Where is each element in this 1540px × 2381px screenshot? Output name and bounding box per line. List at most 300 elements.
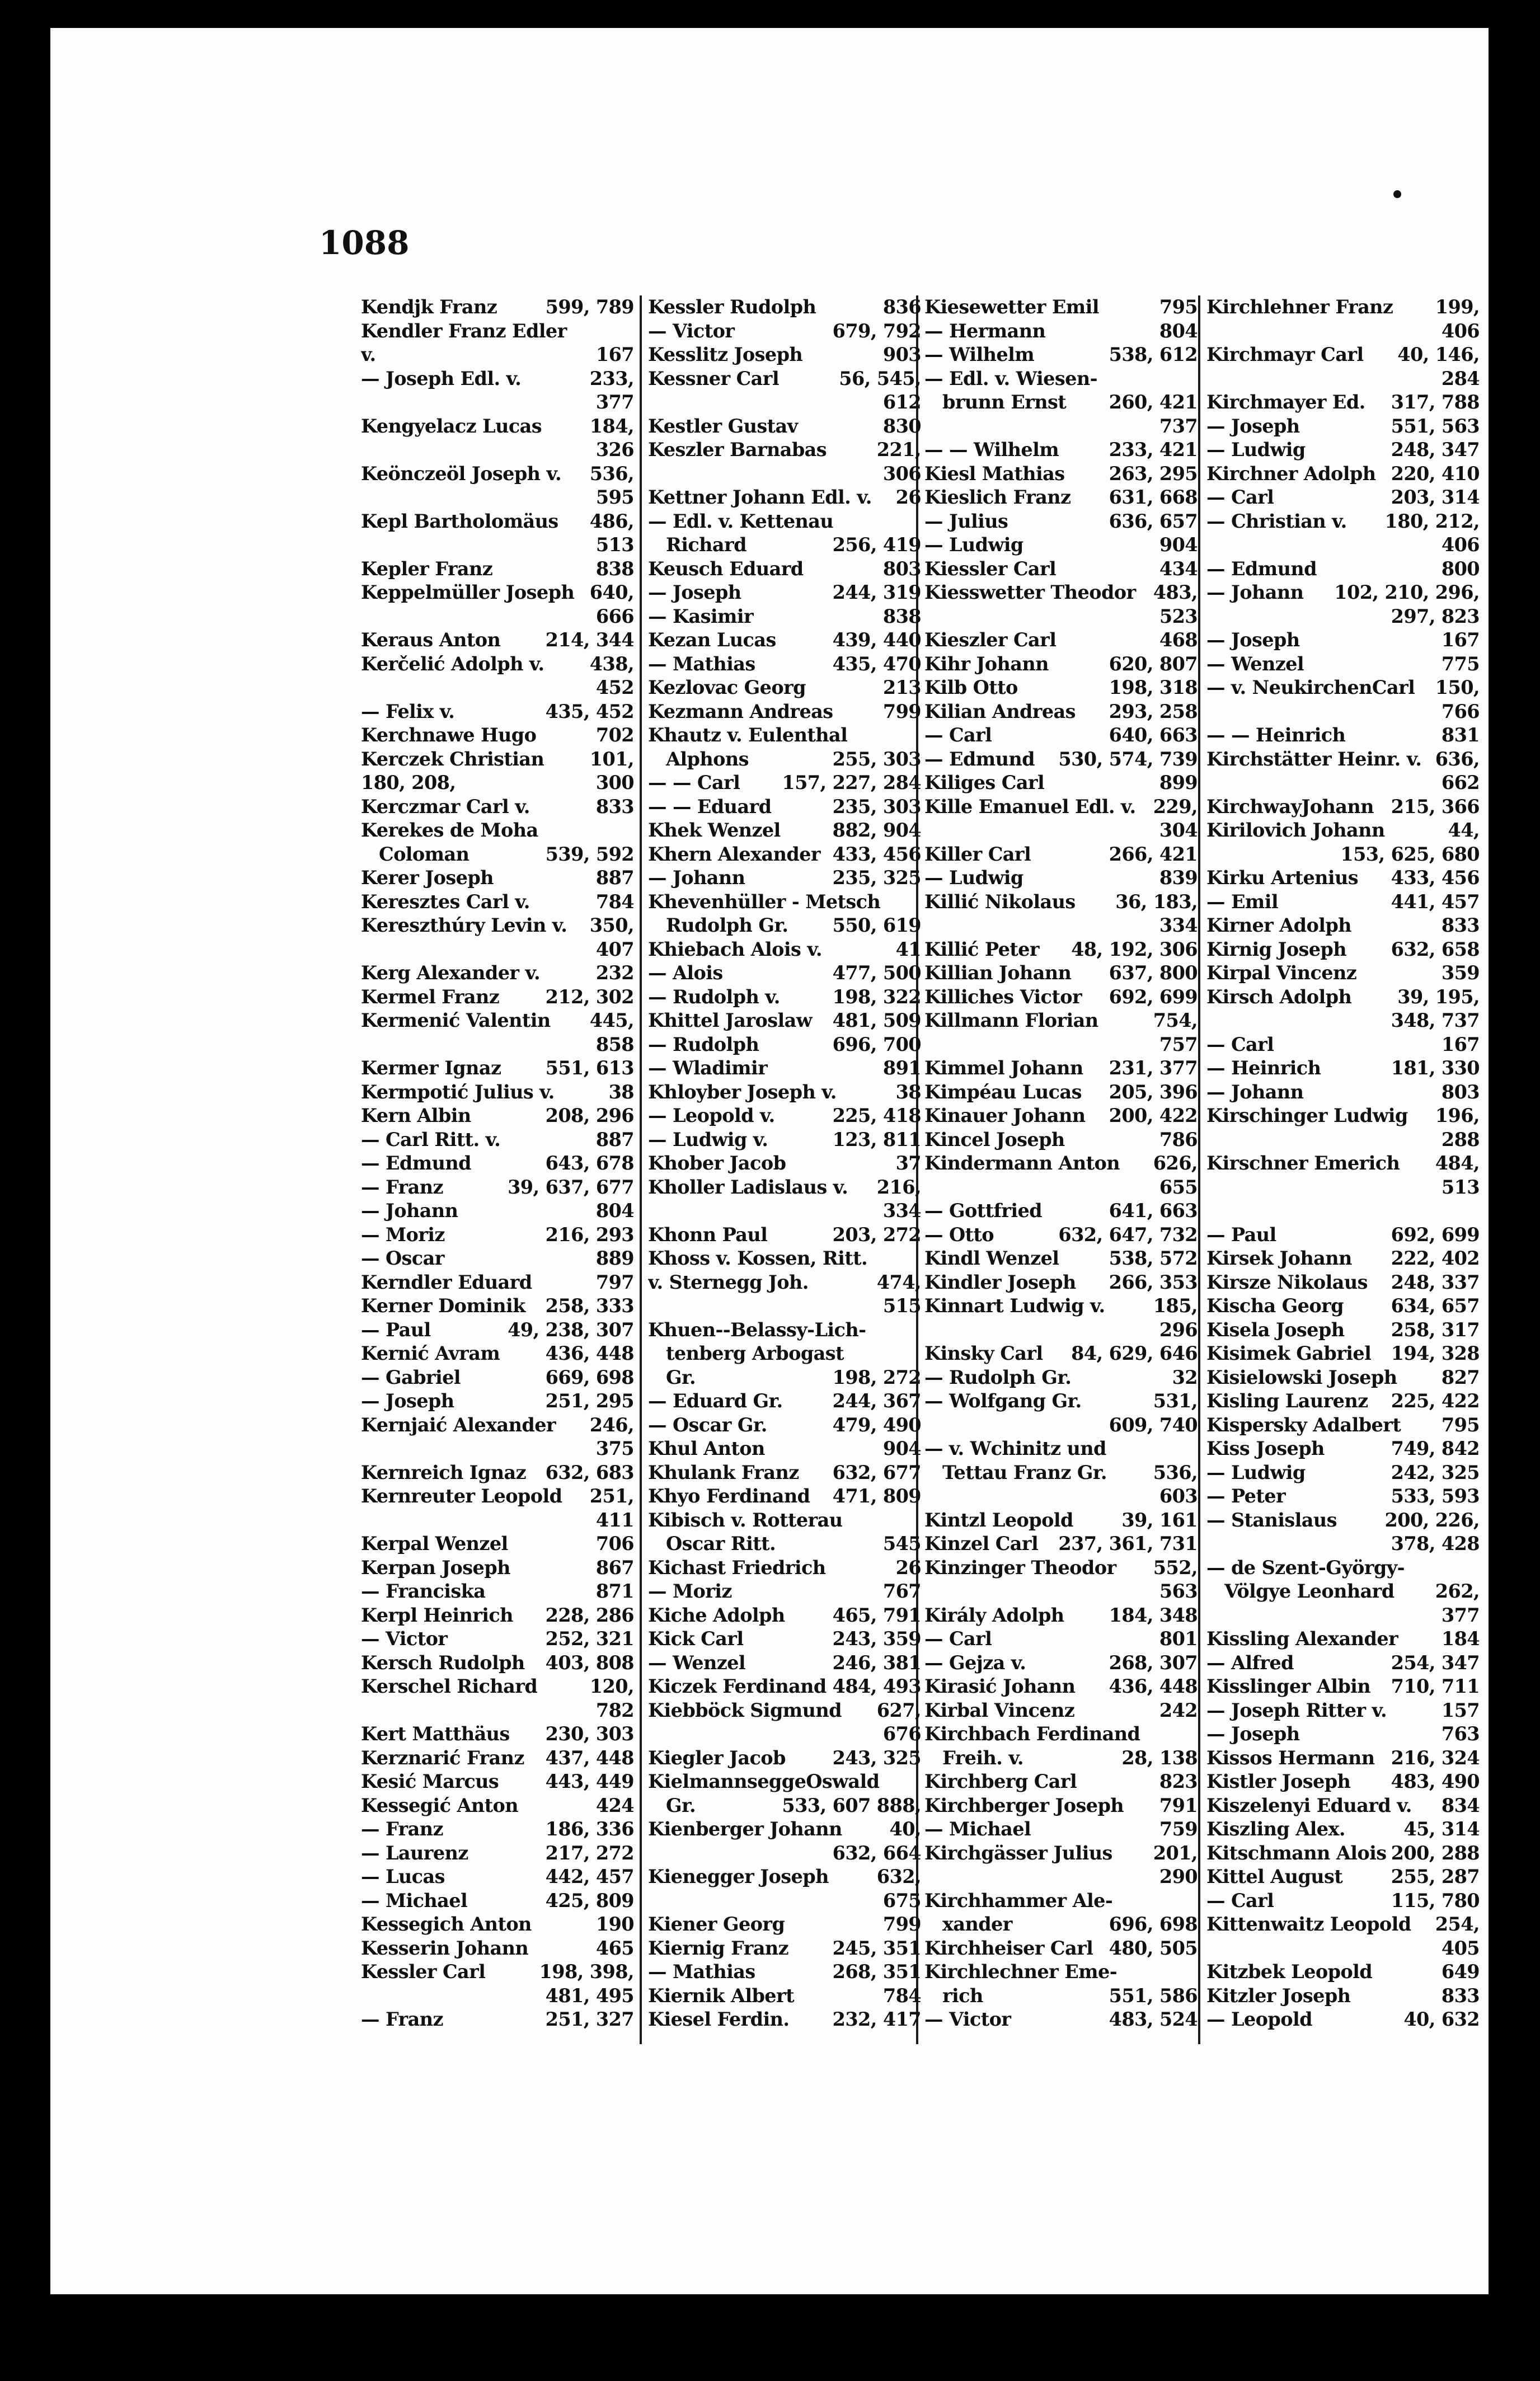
entry-pages: 284: [1441, 367, 1480, 389]
index-line: [1206, 700, 1480, 724]
entry-pages: 626,: [1153, 1152, 1198, 1174]
entry-pages: 290: [1159, 1866, 1198, 1887]
index-line: [924, 1342, 1198, 1366]
entry-name: Kerpal Wenzel: [361, 1533, 508, 1555]
index-line: [648, 1937, 921, 1961]
entry-pages: 201,: [1153, 1842, 1198, 1864]
entry-name: Kersch Rudolph: [361, 1651, 525, 1674]
index-line: [924, 652, 1198, 677]
entry-pages: 184, 348: [1109, 1604, 1198, 1626]
entry-name: — Eduard Gr.: [648, 1390, 783, 1412]
entry-name: — Oscar Gr.: [648, 1413, 767, 1436]
entry-name: — — Eduard: [648, 795, 772, 818]
entry-name: Kiss Joseph: [1206, 1438, 1325, 1459]
entry-name: — — Heinrich: [1206, 724, 1346, 746]
index-line: [361, 1294, 634, 1318]
entry-name: — Wenzel: [648, 1651, 745, 1674]
entry-pages: 433, 456: [832, 843, 921, 865]
entry-name: Kibisch v. Rotterau: [648, 1509, 843, 1531]
index-line: [361, 1509, 634, 1533]
index-line: [648, 1271, 921, 1295]
entry-pages: 181, 330: [1391, 1057, 1480, 1079]
entry-pages: 215, 366: [1391, 795, 1480, 818]
entry-name: Killer Carl: [924, 843, 1031, 865]
entry-pages: 627,: [876, 1699, 921, 1721]
entry-pages: 767: [882, 1580, 921, 1602]
entry-pages: 244, 319: [832, 581, 921, 603]
index-line: [648, 1176, 921, 1200]
entry-name: Kermenić Valentin: [361, 1009, 551, 1031]
entry-pages: 348, 737: [1391, 1009, 1480, 1031]
index-line: [924, 1366, 1198, 1390]
index-line: [924, 700, 1198, 724]
entry-name: Kille Emanuel Edl. v.: [924, 795, 1136, 818]
entry-name: Kinzinger Theodor: [924, 1556, 1116, 1579]
index-line: [361, 1009, 634, 1033]
entry-pages: 803: [882, 557, 921, 580]
entry-name: — Carl: [1206, 1033, 1274, 1055]
entry-name: v.: [361, 344, 376, 365]
entry-pages: 803: [1441, 1081, 1480, 1103]
index-line: [648, 1247, 921, 1271]
entry-name: Kestler Gustav: [648, 415, 798, 437]
entry-pages: 833: [595, 795, 634, 818]
entry-pages: 632,: [876, 1866, 921, 1887]
index-line: [1206, 1461, 1480, 1485]
index-line: [361, 1651, 634, 1675]
entry-pages: 632, 647, 732: [1058, 1223, 1198, 1246]
index-line: [924, 1176, 1198, 1200]
index-line: [924, 1960, 1198, 1984]
index-line: [1206, 1722, 1480, 1746]
entry-pages: 246, 381: [832, 1651, 921, 1674]
entry-pages: 563: [1159, 1580, 1198, 1602]
index-line: [1206, 1509, 1480, 1533]
entry-name: Kerpl Heinrich: [361, 1604, 513, 1626]
entry-pages: 232, 417: [832, 2008, 921, 2030]
index-line: [361, 628, 634, 652]
entry-pages: 190: [595, 1913, 634, 1935]
index-line: [1206, 724, 1480, 748]
entry-pages: 40, 632: [1403, 2008, 1480, 2030]
entry-pages: 378, 428: [1391, 1533, 1480, 1555]
index-line: [1206, 343, 1480, 367]
entry-name: — Emil: [1206, 890, 1278, 913]
index-line: [648, 1770, 921, 1794]
index-line: [924, 486, 1198, 510]
index-line: [1206, 1176, 1480, 1200]
entry-name: — Johann: [1206, 1081, 1304, 1103]
index-line: [1206, 367, 1480, 391]
entry-name: — Gottfried: [924, 1200, 1042, 1222]
index-line: [1206, 1413, 1480, 1438]
entry-name: — Edl. v. Wiesen-: [924, 367, 1097, 389]
entry-pages: 56, 545,: [839, 367, 921, 389]
entry-name: Kesić Marcus: [361, 1771, 499, 1792]
entry-name: Kessegich Anton: [361, 1913, 532, 1935]
page-sheet: [50, 28, 1489, 2294]
entry-pages: 784: [882, 1984, 921, 2007]
index-line: [1206, 1128, 1480, 1152]
index-line: [924, 1675, 1198, 1699]
entry-name: — Stanislaus: [1206, 1509, 1337, 1531]
index-line: [924, 1604, 1198, 1628]
entry-name: Kiebböck Sigmund: [648, 1699, 842, 1721]
index-line: [361, 605, 634, 629]
index-line: [361, 1913, 634, 1937]
entry-name: — Rudolph Gr.: [924, 1366, 1072, 1388]
entry-name: — Carl: [1206, 1889, 1274, 1912]
index-line: [924, 1651, 1198, 1675]
entry-name: Kerg Alexander v.: [361, 962, 541, 984]
index-line: [1206, 1199, 1480, 1223]
entry-pages: 244, 367: [832, 1390, 921, 1412]
entry-name: Khober Jacob: [648, 1152, 786, 1174]
index-line: [361, 2008, 634, 2032]
entry-name: Killiches Victor: [924, 985, 1082, 1008]
entry-pages: 696, 700: [832, 1033, 921, 1055]
entry-pages: 483,: [1153, 581, 1198, 603]
entry-pages: 533, 593: [1391, 1485, 1480, 1507]
entry-name: Kirner Adolph: [1206, 914, 1351, 936]
index-line: [924, 843, 1198, 867]
index-line: [648, 1199, 921, 1223]
entry-pages: 153, 625, 680: [1340, 843, 1480, 865]
entry-name: Khek Wenzel: [648, 819, 781, 841]
entry-pages: 643, 678: [545, 1152, 634, 1174]
entry-pages: 838: [882, 605, 921, 627]
entry-pages: 640, 663: [1109, 724, 1198, 746]
entry-name: — Victor: [924, 2008, 1011, 2030]
index-line: [648, 557, 921, 581]
entry-pages: 836: [882, 296, 921, 318]
entry-name: Killić Nikolaus: [924, 890, 1076, 913]
index-line: [361, 1485, 634, 1509]
entry-pages: 212, 302: [545, 985, 634, 1008]
index-line: [924, 510, 1198, 534]
entry-pages: 434: [1159, 557, 1198, 580]
index-line: [648, 1960, 921, 1984]
index-line: [1206, 1152, 1480, 1176]
entry-pages: 887: [595, 1128, 634, 1150]
entry-name: Kieslich Franz: [924, 486, 1071, 508]
index-column-4: [1206, 295, 1480, 2032]
entry-pages: 474,: [876, 1271, 921, 1293]
index-column-2: [648, 295, 921, 2032]
entry-name: — Moriz: [361, 1223, 445, 1246]
index-line: [1206, 914, 1480, 938]
entry-pages: 32: [1172, 1366, 1198, 1388]
entry-name: Kirchgässer Julius: [924, 1842, 1112, 1864]
index-line: [648, 1461, 921, 1485]
index-line: [361, 1556, 634, 1580]
entry-pages: 797: [595, 1271, 634, 1293]
entry-pages: 481, 495: [545, 1984, 634, 2007]
entry-pages: 40,: [889, 1818, 921, 1840]
entry-pages: 634, 657: [1391, 1295, 1480, 1317]
index-line: [648, 771, 921, 795]
entry-pages: 637, 800: [1109, 962, 1198, 984]
index-line: [648, 320, 921, 344]
index-line: [361, 1437, 634, 1461]
entry-name: Kindl Wenzel: [924, 1247, 1059, 1269]
index-line: [924, 1081, 1198, 1105]
index-line: [361, 1937, 634, 1961]
entry-name: Kendler Franz Edler: [361, 320, 567, 342]
entry-name: — Mathias: [648, 652, 755, 675]
entry-name: xander: [942, 1913, 1012, 1935]
index-line: [924, 628, 1198, 652]
entry-name: Keppelmüller Joseph: [361, 581, 575, 603]
index-line: [648, 985, 921, 1009]
entry-name: — Lucas: [361, 1866, 445, 1887]
index-line: [1206, 1651, 1480, 1675]
entry-name: Kick Carl: [648, 1628, 744, 1650]
entry-pages: 203, 314: [1391, 486, 1480, 508]
index-line: [1206, 1937, 1480, 1961]
index-line: [648, 1152, 921, 1176]
entry-pages: 254,: [1435, 1913, 1480, 1935]
entry-name: Völgye Leonhard: [1224, 1580, 1395, 1602]
index-line: [924, 771, 1198, 795]
index-line: [361, 486, 634, 510]
entry-pages: 904: [882, 1438, 921, 1459]
entry-pages: 480, 505: [1109, 1937, 1198, 1959]
entry-pages: 213: [882, 677, 921, 698]
index-line: [1206, 795, 1480, 819]
entry-pages: 167: [1441, 1033, 1480, 1055]
entry-pages: 263, 295: [1109, 462, 1198, 485]
index-line: [1206, 866, 1480, 890]
index-line: [1206, 628, 1480, 652]
entry-name: rich: [942, 1984, 983, 2007]
index-line: [361, 320, 634, 344]
entry-pages: 871: [595, 1580, 634, 1602]
entry-pages: 40, 146,: [1397, 344, 1480, 365]
entry-pages: 228, 286: [545, 1604, 634, 1626]
entry-pages: 254, 347: [1391, 1651, 1480, 1674]
entry-pages: 887: [595, 867, 634, 889]
entry-pages: 200, 288: [1391, 1842, 1480, 1864]
index-line: [648, 914, 921, 938]
entry-name: Keresztes Carl v.: [361, 890, 530, 913]
entry-pages: 251, 295: [545, 1390, 634, 1412]
index-line: [648, 486, 921, 510]
entry-pages: 49, 238, 307: [508, 1318, 634, 1341]
entry-pages: 217, 272: [545, 1842, 634, 1864]
entry-name: Khautz v. Eulenthal: [648, 724, 848, 746]
entry-name: Kiesewetter Emil: [924, 296, 1099, 318]
entry-name: — Felix v.: [361, 700, 455, 722]
entry-name: Kirchhammer Ale-: [924, 1889, 1113, 1912]
index-line: [648, 1580, 921, 1604]
entry-pages: 208, 296: [545, 1105, 634, 1126]
entry-pages: 442, 457: [545, 1866, 634, 1887]
entry-pages: 632, 664: [832, 1842, 921, 1864]
index-line: [924, 1722, 1198, 1746]
entry-pages: 266, 353: [1109, 1271, 1198, 1293]
entry-pages: 759: [1159, 1818, 1198, 1840]
entry-name: Kezlovac Georg: [648, 677, 806, 698]
entry-pages: 350,: [589, 914, 634, 936]
index-line: [648, 533, 921, 557]
entry-pages: 248, 337: [1391, 1271, 1480, 1293]
entry-pages: 220, 410: [1391, 462, 1480, 485]
index-line: [361, 1699, 634, 1723]
entry-pages: 198, 272: [832, 1366, 921, 1388]
entry-pages: 102, 210, 296,: [1334, 581, 1480, 603]
entry-name: 180, 208,: [361, 772, 456, 793]
entry-name: Kiernig Franz: [648, 1937, 789, 1959]
entry-pages: 830: [882, 415, 921, 437]
entry-pages: 214, 344: [545, 629, 634, 651]
entry-name: Kimpéau Lucas: [924, 1081, 1082, 1103]
entry-name: — Hermann: [924, 320, 1046, 342]
index-line: [924, 1889, 1198, 1913]
index-line: [924, 1556, 1198, 1580]
index-line: [924, 890, 1198, 914]
entry-pages: 435, 470: [832, 652, 921, 675]
entry-name: — Mathias: [648, 1961, 755, 1983]
index-line: [648, 1627, 921, 1651]
entry-name: — Leopold v.: [648, 1105, 775, 1126]
index-line: [648, 1675, 921, 1699]
index-line: [1206, 1247, 1480, 1271]
entry-name: Freih. v.: [942, 1746, 1023, 1769]
index-line: [361, 1104, 634, 1128]
entry-pages: 479, 490: [832, 1413, 921, 1436]
entry-name: — Rudolph: [648, 1033, 759, 1055]
index-line: [648, 367, 921, 391]
index-line: [924, 367, 1198, 391]
entry-pages: 465, 791: [832, 1604, 921, 1626]
entry-name: Kichast Friedrich: [648, 1556, 826, 1579]
entry-name: Kerczek Christian: [361, 748, 544, 770]
entry-pages: 230, 303: [545, 1723, 634, 1745]
index-line: [1206, 1485, 1480, 1509]
index-line: [648, 1913, 921, 1937]
entry-pages: 603: [1159, 1485, 1198, 1507]
index-line: [361, 985, 634, 1009]
index-line: [924, 1199, 1198, 1223]
entry-name: Tettau Franz Gr.: [942, 1461, 1107, 1483]
entry-pages: 242: [1159, 1699, 1198, 1721]
entry-pages: 225, 418: [832, 1105, 921, 1126]
index-line: [648, 1699, 921, 1723]
index-line: [361, 1056, 634, 1081]
entry-name: — Alfred: [1206, 1651, 1294, 1674]
index-line: [924, 295, 1198, 320]
entry-name: Kerschel Richard: [361, 1675, 538, 1697]
index-line: [361, 1818, 634, 1842]
index-line: [924, 320, 1198, 344]
index-line: [648, 724, 921, 748]
entry-name: — Michael: [924, 1818, 1031, 1840]
index-line: [648, 438, 921, 462]
index-line: [1206, 1271, 1480, 1295]
entry-pages: 801: [1159, 1628, 1198, 1650]
entry-pages: 101,: [589, 748, 634, 770]
index-line: [1206, 1389, 1480, 1413]
index-line: [1206, 1223, 1480, 1247]
index-line: [1206, 843, 1480, 867]
entry-name: Kessler Rudolph: [648, 296, 816, 318]
entry-pages: 552,: [1153, 1556, 1198, 1579]
entry-name: Kistler Joseph: [1206, 1771, 1351, 1792]
entry-pages: 551, 586: [1109, 1984, 1198, 2007]
entry-name: Kiliges Carl: [924, 772, 1045, 793]
entry-pages: 199,: [1435, 296, 1480, 318]
entry-pages: 403, 808: [545, 1651, 634, 1674]
entry-name: Kienberger Johann: [648, 1818, 842, 1840]
index-line: [648, 1984, 921, 2008]
entry-name: — Leopold: [1206, 2008, 1312, 2030]
index-line: [361, 1318, 634, 1342]
entry-pages: 232: [595, 962, 634, 984]
entry-pages: 889: [595, 1247, 634, 1269]
index-line: [1206, 652, 1480, 677]
entry-pages: 782: [595, 1699, 634, 1721]
entry-name: Kirsch Adolph: [1206, 985, 1352, 1008]
entry-pages: 539, 592: [545, 843, 634, 865]
entry-name: Kieszler Carl: [924, 629, 1057, 651]
entry-pages: 904: [1159, 534, 1198, 556]
entry-name: Kerpan Joseph: [361, 1556, 510, 1579]
entry-name: — Franz: [361, 1176, 443, 1198]
index-line: [648, 866, 921, 890]
entry-name: Khoss v. Kossen, Ritt.: [648, 1247, 868, 1269]
entry-name: — Johann: [361, 1200, 458, 1222]
index-line: [648, 795, 921, 819]
index-line: [648, 415, 921, 439]
index-line: [1206, 771, 1480, 795]
entry-name: Kesserin Johann: [361, 1937, 529, 1959]
entry-pages: 41: [895, 938, 921, 960]
entry-name: Kerčelić Adolph v.: [361, 652, 544, 675]
index-line: [361, 1675, 634, 1699]
entry-name: — Gabriel: [361, 1366, 461, 1388]
index-line: [1206, 557, 1480, 581]
entry-pages: 599, 789: [545, 296, 634, 318]
entry-name: — Oscar: [361, 1247, 444, 1269]
index-line: [648, 1318, 921, 1342]
entry-pages: 233,: [589, 367, 634, 389]
index-line: [361, 1413, 634, 1438]
entry-pages: 706: [595, 1533, 634, 1555]
index-line: [361, 510, 634, 534]
entry-pages: 443, 449: [545, 1771, 634, 1792]
entry-pages: 452: [595, 677, 634, 698]
entry-pages: 242, 325: [1391, 1461, 1480, 1483]
entry-name: Kezan Lucas: [648, 629, 776, 651]
entry-name: — Wenzel: [1206, 652, 1304, 675]
entry-pages: 834: [1441, 1794, 1480, 1816]
entry-name: Keusch Eduard: [648, 557, 804, 580]
entry-pages: 515: [882, 1295, 921, 1317]
entry-pages: 225, 422: [1391, 1390, 1480, 1412]
entry-pages: 702: [595, 724, 634, 746]
index-line: [924, 1699, 1198, 1723]
entry-pages: 424: [595, 1794, 634, 1816]
index-line: [361, 533, 634, 557]
entry-pages: 551, 613: [545, 1057, 634, 1079]
entry-name: Kissos Hermann: [1206, 1746, 1375, 1769]
entry-name: Kirschinger Ludwig: [1206, 1105, 1408, 1126]
entry-name: Kessegić Anton: [361, 1794, 519, 1816]
entry-name: Kinnart Ludwig v.: [924, 1295, 1105, 1317]
index-line: [1206, 961, 1480, 985]
index-line: [1206, 1770, 1480, 1794]
